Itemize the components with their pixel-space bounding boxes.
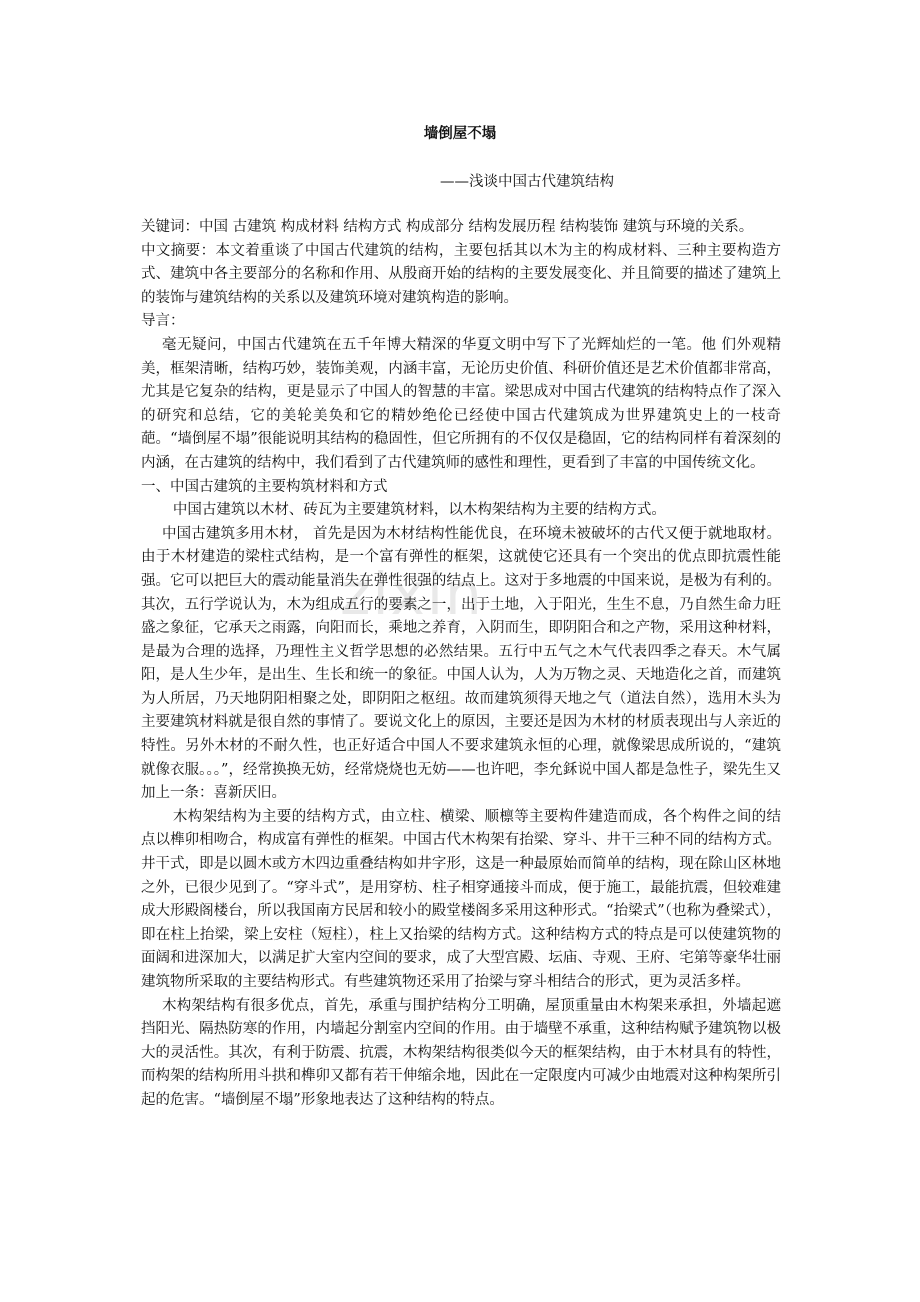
- abstract-paragraph: 中文摘要：本文着重谈了中国古代建筑的结构，主要包括其以木为主的构成材料、三种主要构造方式、建筑中各主要部分的名称和作用、从殷商开始的结构的主要发展变化、并且简要的描述了建筑上的装饰与建筑结构的关系以及建筑环境对建筑构造的影响。: [141, 242, 781, 306]
- intro-label: 导言：: [141, 313, 185, 330]
- document-title: 墙倒屋不塌: [423, 126, 497, 142]
- keywords-line: 关键词：中国 古建筑 构成材料 结构方式 构成部分 结构发展历程 结构装饰 建筑与环境的关系。: [141, 219, 754, 235]
- intro-paragraph: 毫无疑问，中国古代建筑在五千年博大精深的华夏文明中写下了光辉灿烂的一笔。他 们外观精美，框架清晰，结构巧妙，装饰美观，内涵丰富，无论历史价值、科研价值还是艺术价值都非常高，尤其是它复杂的结构，更是显示了中国人的智慧的丰富。梁思成对中国古代建筑的结构特点作了深入的研究和总结，它的美轮美奂和它的精妙绝伦已经使中国古代建筑成为世界建筑史上的一枝奇葩。“墙倒屋不塌”很能说明其结构的稳固性，但它所拥有的不仅仅是稳固，它的结构同样有着深刻的内涵，在古建筑的结构中，我们看到了古代建筑师的感性和理性，更看到了丰富的中国传统文化。: [141, 336, 781, 471]
- document-body: [141, 216, 781, 1113]
- section-heading: 一、中国古建筑的主要构筑材料和方式: [141, 478, 388, 495]
- timber-frame-paragraph: 木构架结构为主要的结构方式，由立柱、横梁、顺檩等主要构件建造而成，各个构件之间的结点以榫卯相吻合，构成富有弹性的框架。中国古代木构架有抬梁、穿斗、井干三种不同的结构方式。井干式，即是以圆木或方木四边重叠结构如井字形，这是一种最原始而简单的结构，现在除山区林地之外，已很少见到了。“穿斗式”，是用穿枋、柱子相穿通接斗而成，便于施工，最能抗震，但较难建成大形殿阁楼台，所以我国南方民居和较小的殿堂楼阁多采用这种形式。“抬梁式”（也称为叠梁式），即在柱上抬梁，梁上安柱（短柱），柱上又抬梁的结构方式。这种结构方式的特点是可以使建筑物的面阔和进深加大，以满足扩大室内空间的要求，成了大型宫殿、坛庙、寺观、王府、宅第等豪华壮丽建筑物所采取的主要结构形式。有些建筑物还采用了抬梁与穿斗相结合的形式，更为灵活多样。: [141, 808, 781, 990]
- wood-material-paragraph: 中国古建筑多用木材， 首先是因为木材结构性能优良，在环境未被破坏的古代又便于就地取材。由于木材建造的梁柱式结构，是一个富有弹性的框架，这就使它还具有一个突出的优点即抗震性能强。它可以把巨大的震动能量消失在弹性很强的结点上。这对于多地震的中国来说，是极为有利的。其次，五行学说认为，木为组成五行的要素之一，出于土地，入于阳光，生生不息，乃自然生命力旺盛之象征，它承天之雨露，向阳而长，乘地之养育，入阴而生，即阴阳合和之产物，采用这种材料，是最为合理的选择，乃理性主义哲学思想的必然结果。五行中五气之木气代表四季之春天。木气属阳，是人生少年，是出生、生长和统一的象征。中国人认为，人为万物之灵、天地造化之首，而建筑为人所居，乃天地阴阳相聚之处，即阴阳之枢纽。故而建筑须得天地之气（道法自然），选用木头为主要建筑材料就是很自然的事情了。要说文化上的原因，主要还是因为木材的材质表现出与人亲近的特性。另外木材的不耐久性，也正好适合中国人不要求建筑永恒的心理，就像梁思成所说的，“建筑就像衣服。。。”，经常换换无妨，经常烧烧也无妨——也许吧，李允鉌说中国人都是急性子，梁先生又加上一条：喜新厌旧。: [141, 525, 781, 802]
- document-subtitle: ——浅谈中国古代建筑结构: [440, 174, 614, 190]
- section-lead-paragraph: 中国古建筑以木材、砖瓦为主要建筑材料，以木构架结构为主要的结构方式。: [172, 502, 666, 519]
- watermark: zixin: [340, 560, 484, 628]
- frame-advantages-paragraph: 木构架结构有很多优点，首先，承重与围护结构分工明确，屋顶重量由木构架来承担，外墙起遮挡阳光、隔热防寒的作用，内墙起分割室内空间的作用。由于墙壁不承重，这种结构赋予建筑物以极大的灵活性。其次，有利于防震、抗震，木构架结构很类似今天的框架结构，由于木材具有的特性，而构架的结构所用斗拱和榫卯又都有若干伸缩余地，因此在一定限度内可减少由地震对这种构架所引起的危害。“墙倒屋不塌”形象地表达了这种结构的特点。: [141, 997, 781, 1108]
